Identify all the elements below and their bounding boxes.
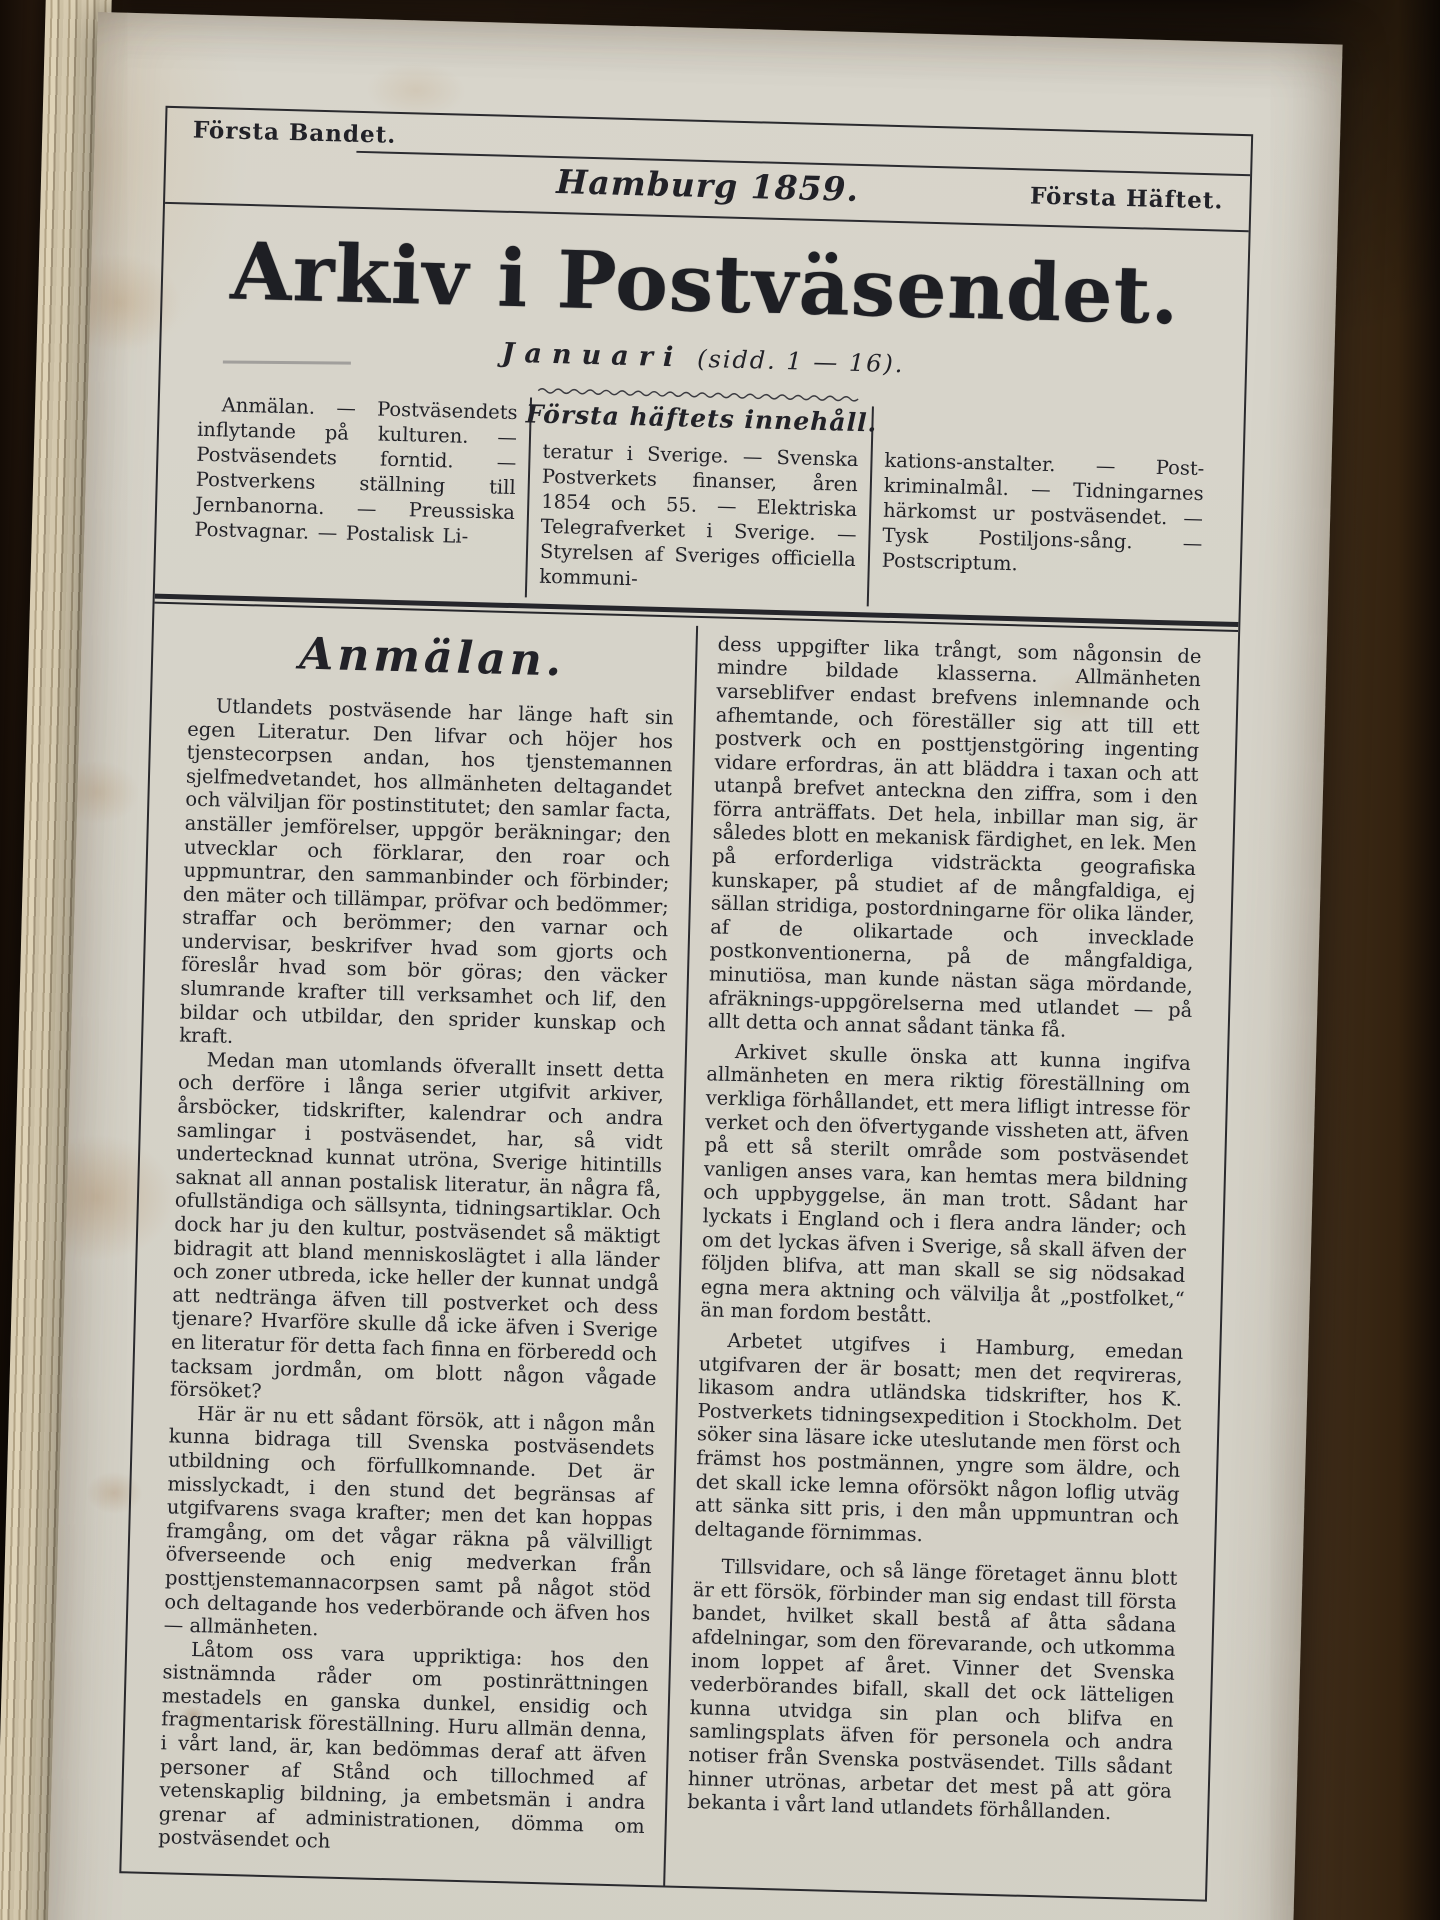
subtitle-month: Januari [501,337,684,374]
paragraph: dess uppgifter lika trångt, som någonsin de mindre bildade klasserna. Allmänheten varseblifver endast brefvens inlemnande och afhemtande, och föreställer sig att till ett postverk och en posttjenstgöring ingenting vidare erfordras, än att bläddra i taxan och att utanpå brefvet anteckna den ziffra, som i den förra anträffats. Det hela, inbillar man sig, är således blott en mekanisk färdighet, en lek. Men på erforderliga vidsträckta geografiska kunskaper, på studiet af de mångfaldiga, ej sällan stridiga, postordningarne för olika länder, af de olikartade och invecklade postkonventionerna, på de mångfaldiga, minutiösa, man kunde nästan säga mördande, afräknings-uppgörelserna med utlandet — på allt detta och annat sådant tänka få. [707,632,1202,1042]
paragraph: Arbetet utgifves i Hamburg, emedan utgifvaren der är bosatt; men det reqvireras, likasom andra utländska tidskrifter, hos K. Postverkets tidningsexpedition i Stockholm. Det söker sina läsare icke uteslutande men först och främst hos postmännen, yngre som äldre, och det skall icke lemna oförsökt någon loflig utväg att sänka sitt pris, i den mån uppmuntran och deltagande förnimmas. [694,1328,1184,1546]
article-heading: Anmälan. [298,628,566,687]
contents-heading: Första häftets innehåll. [525,399,878,438]
page-title: Arkiv i Postväsendet. [229,224,1181,343]
paragraph: Medan man utomlands öfverallt insett detta och derföre i långa serier utgifvit arkiver, årsböcker, tidskrifter, kalendrar och andra samlingar i postväsendet, har, så vidt undertecknad kunnat utröna, Sverige hitintills saknat all annan postalisk literatur, än några få, ofullständiga och sällsynta, tidningsartiklar. Och dock har ju den kultur, postväsendet så mäktigt bidragit att bland menniskoslägtet i alla länder och zoner utbreda, icke heller der kunnat undgå att nedtränga äfven till postverket och dess tjenare? Hvarföre skulle då icke äfven i Sverige en literatur för detta fach finna en förberedd och tacksam jordmån, om blott någon vågade försöket? [169,1048,665,1403]
contents-column-1: Anmälan. — Postväsendets inflytande på kulturen. — Postväsendets forntid. — Postverkens ställning till Jernbanorna. — Preussiska Postvagnar. — Postalisk Li- [194,393,518,548]
paragraph: Här är nu ett sådant försök, att i någon mån kunna bidraga till Svenska postväsendets utbildning och förfullkomnande. Det är misslyckadt, i den stund det begränsas af utgifvarens svaga krafter; men det kan hoppas framgång, om det vågar räkna på välvilligt öfverseende och enig medverkan från posttjenstemannacorpsen samt på något stöd och deltagande hos vederbörande och äfven hos — allmänheten. [163,1401,656,1641]
paragraph: Arkivet skulle önska att kunna ingifva allmänheten en mera riktig föreställning om verkliga förhållandet, ett mera lifligt intresse för verket och den öfvertygande vissheten att, äfven på ett så sterilt område som postväsendet vanligen anses vara, kan hemtas mera bildning och uppbyggelse, än man trott. Sådant har lyckats i England och i flera andra länder; och om det lyckas äfven i Sverige, så skall äfven der följden blifva, att man skall se sig nödsakad egna mera aktning och välvilja åt „postfolket,“ än man fordom bestått. [699,1039,1192,1328]
paragraph: Tillsvidare, och så länge företaget ännu blott är ett försök, förbinder man sig endast till första bandet, hvilket skall bestå af åtta sådana afdelningar, som den förevarande, och utkomma inom loppet af året. Vinner det Svenska vederbörandes bifall, skall det ock lätteligen kunna utvidga sin plan och blifva en samlingsplats äfven för personela och andra notiser från Svenska postväsendet. Tills sådant hinner utrönas, arbetar det mest på att göra bekanta i vårt land utlandets förhållanden. [687,1555,1178,1825]
masthead-place-year: Hamburg 1859. [555,162,860,209]
pencil-mark [223,361,351,365]
paragraph: Låtom oss vara uppriktiga: hos den sistnämnda råder om postinrättningen mestadels en ganska dunkel, ensidig och fragmentarisk föreställning. Huru allmän denna, i vårt land, är, kan bedömmas deraf att äfven personer af Stånd och tillochmed af vetenskaplig bildning, ja embetsmän i andra grenar af administrationen, dömma om postväsendet och [157,1637,650,1854]
article-left-paragraphs [158,694,674,1862]
paragraph: Utlandets postväsende har länge haft sin egen Literatur. Den lifvar och höjer hos tjenstecorpsen andan, hos tjenstemannen sjelfmedvetandet, hos allmänheten deltagandet och välviljan för postinstitutet; den samlar facta, anställer jemförelser, uppgör beräkningar; den utvecklar och förklarar, den roar och uppmuntrar, den sammanbinder och förbinder; den mäter och tillämpar, pröfvar och bedömmer; straffar och berömmer; den varnar och undervisar, beskrifver hvad som gjorts och föreslår hvad som bör göras; den väcker slumrande krafter till verksamhet och lif, den bildar och utbildar, den sprider kunskap och kraft. [178,694,675,1049]
book-page [44,12,1342,1920]
subtitle-pages: (sidd. 1 — 16). [696,344,905,379]
contents-column-3: kations-anstalter. — Post-kriminalmål. — Tidningarnes härkomst ur postväsendet. — Tysk Postiljons-sång. — Postscriptum. [881,448,1205,576]
printed-frame [119,106,1253,1902]
masthead-volume-label: Första Bandet. [192,116,397,149]
masthead-issue-label: Första Häftet. [1029,182,1224,215]
contents-section [181,388,1218,615]
article-column-left [133,612,696,1902]
contents-column-2: teratur i Sverige. — Svenska Postverkets finanser, åren 1854 och 55. — Elektriska Telegrafverket i Sverige. — Styrelsen af Sveriges officiella kommuni- [525,397,874,606]
article-column-right [659,626,1222,1902]
masthead [165,114,1251,232]
article-body [133,612,1222,1902]
